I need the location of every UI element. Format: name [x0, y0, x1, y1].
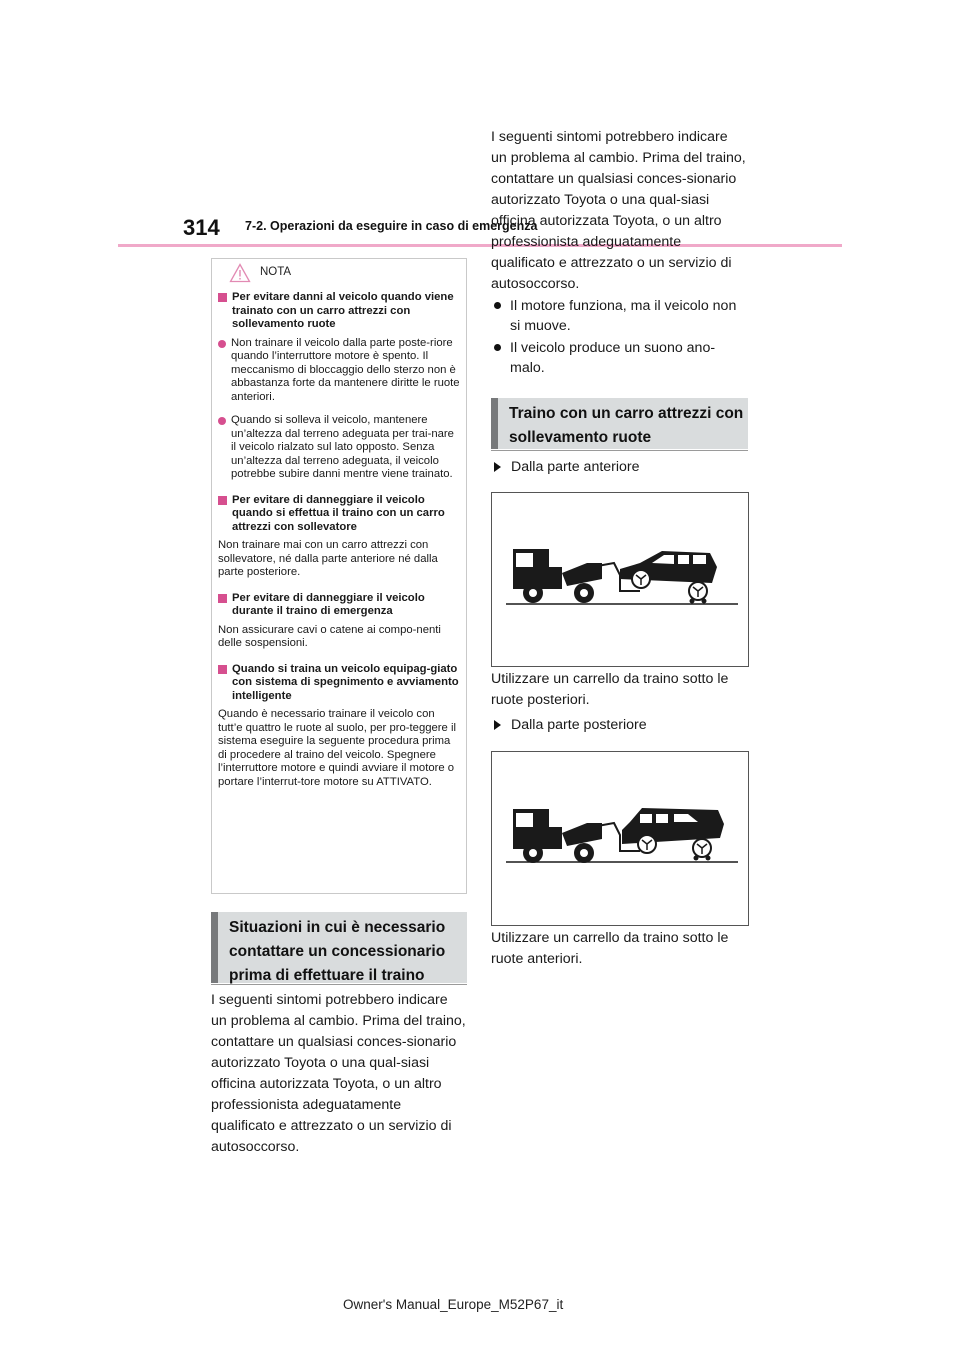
- nota-section: [218, 592, 462, 651]
- tow-from-rear-illustration: [491, 751, 749, 926]
- square-bullet-icon: [218, 293, 227, 302]
- warning-triangle-icon: [229, 263, 251, 283]
- nota-section-title: Per evitare di danneggiare il veicolo quando si effettua il traino con un carro attrezzi con sollevatore: [232, 493, 445, 533]
- section1-paragraph-continued: I seguenti sintomi potrebbero indicare un problema al cambio. Prima del traino, contattare un qualsiasi conces-sionario autorizzato Toyota o una qual-siasi officina autorizzata Toyota, o un altro professionista adeguatamente qualificato e attrezzato o un servizio di autosoccorso.: [491, 129, 746, 292]
- section-heading-wheel-lift: [491, 398, 748, 449]
- section-heading-text: Situazioni in cui è necessario contattare un concessionario prima di effettuare il traino: [229, 919, 446, 984]
- nota-section-title: Per evitare danni al veicolo quando viene trainato con un carro attrezzi con sollevamento ruote: [232, 291, 454, 330]
- round-bullet-icon: [218, 417, 226, 425]
- tow-from-front-illustration: [491, 492, 749, 667]
- section-heading-text: Traino con un carro attrezzi con sollevamento ruote: [509, 405, 744, 446]
- square-bullet-icon: [218, 665, 227, 674]
- symptom-list: [491, 296, 747, 378]
- triangle-bullet-icon: [494, 462, 501, 472]
- nota-section: [218, 663, 462, 790]
- chapter-title: 7-2. Operazioni da eseguire in caso di emergenza: [245, 219, 538, 233]
- nota-body: [218, 291, 462, 801]
- page-number: 314: [183, 215, 220, 240]
- footer-text: Owner's Manual_Europe_M52P67_it: [343, 1297, 564, 1312]
- towing-direction-front: Dalla parte anteriore: [491, 457, 747, 477]
- figure-caption: Utilizzare un carrello da traino sotto le ruote posteriori.: [491, 671, 729, 708]
- list-item: Il veicolo produce un suono ano-malo.: [491, 338, 747, 378]
- bullet-icon: [494, 344, 501, 351]
- figure-caption: Utilizzare un carrello da traino sotto le ruote anteriori.: [491, 930, 729, 967]
- section1-paragraph: I seguenti sintomi potrebbero indicare un problema al cambio. Prima del traino, contattare un qualsiasi conces-sionario autorizzato Toyota o una qual-siasi officina autorizzata Toyota, o un altro professionista adeguatamente qualificato e attrezzato o un servizio di autosoccorso.: [211, 992, 466, 1155]
- nota-bullet-text: Non trainare il veicolo dalla parte poste-riore quando l’interruttore motore è spento. Il meccanismo di bloccaggio dello sterzo non è abbastanza forte da mantenere diritte le ruote anteriori.: [231, 336, 460, 403]
- bullet-icon: [494, 302, 501, 309]
- nota-box: [211, 258, 467, 894]
- section-rule: [491, 450, 748, 451]
- nota-section-text: Quando è necessario trainare il veicolo con tutt’e quattro le ruote al suolo, per pro-teggere il sistema eseguire la seguente procedura prima di procedere al traino del veicolo. Spegnere l’interruttore motore e quindi avviare il motore o portare l’interrut-tore motore su ATTIVATO.: [218, 708, 457, 788]
- nota-label: NOTA: [260, 266, 292, 278]
- nota-section-text: Non trainare mai con un carro attrezzi con sollevatore, né dalla parte anteriore né dalla parte posteriore.: [218, 539, 438, 578]
- round-bullet-icon: [218, 340, 226, 348]
- section-heading-contact-dealer: [211, 912, 467, 983]
- nota-section-title: Quando si traina un veicolo equipag-giato con sistema di spegnimento e avviamento intelligente: [232, 662, 459, 702]
- tow-truck-rear-figure: [492, 752, 748, 925]
- tow-truck-front-figure: [492, 493, 748, 666]
- nota-section: [218, 494, 462, 580]
- square-bullet-icon: [218, 496, 227, 505]
- list-item: Il motore funziona, ma il veicolo non si muove.: [491, 296, 747, 336]
- nota-section-title: Per evitare di danneggiare il veicolo durante il traino di emergenza: [232, 591, 425, 617]
- section-rule: [211, 984, 467, 985]
- nota-bullet-text: Quando si solleva il veicolo, mantenere un’altezza dal terreno adeguata per trai-nare il veicolo rialzato sul lato opposto. Senza un’altezza dal terreno adeguata, il veicolo potrebbe subire danni mentre viene trainato.: [231, 414, 454, 480]
- triangle-bullet-icon: [494, 720, 501, 730]
- nota-section: [218, 291, 462, 482]
- square-bullet-icon: [218, 594, 227, 603]
- towing-direction-rear: Dalla parte posteriore: [491, 715, 747, 735]
- nota-header: [212, 259, 466, 289]
- nota-section-text: Non assicurare cavi o catene ai compo-nenti delle sospensioni.: [218, 623, 441, 649]
